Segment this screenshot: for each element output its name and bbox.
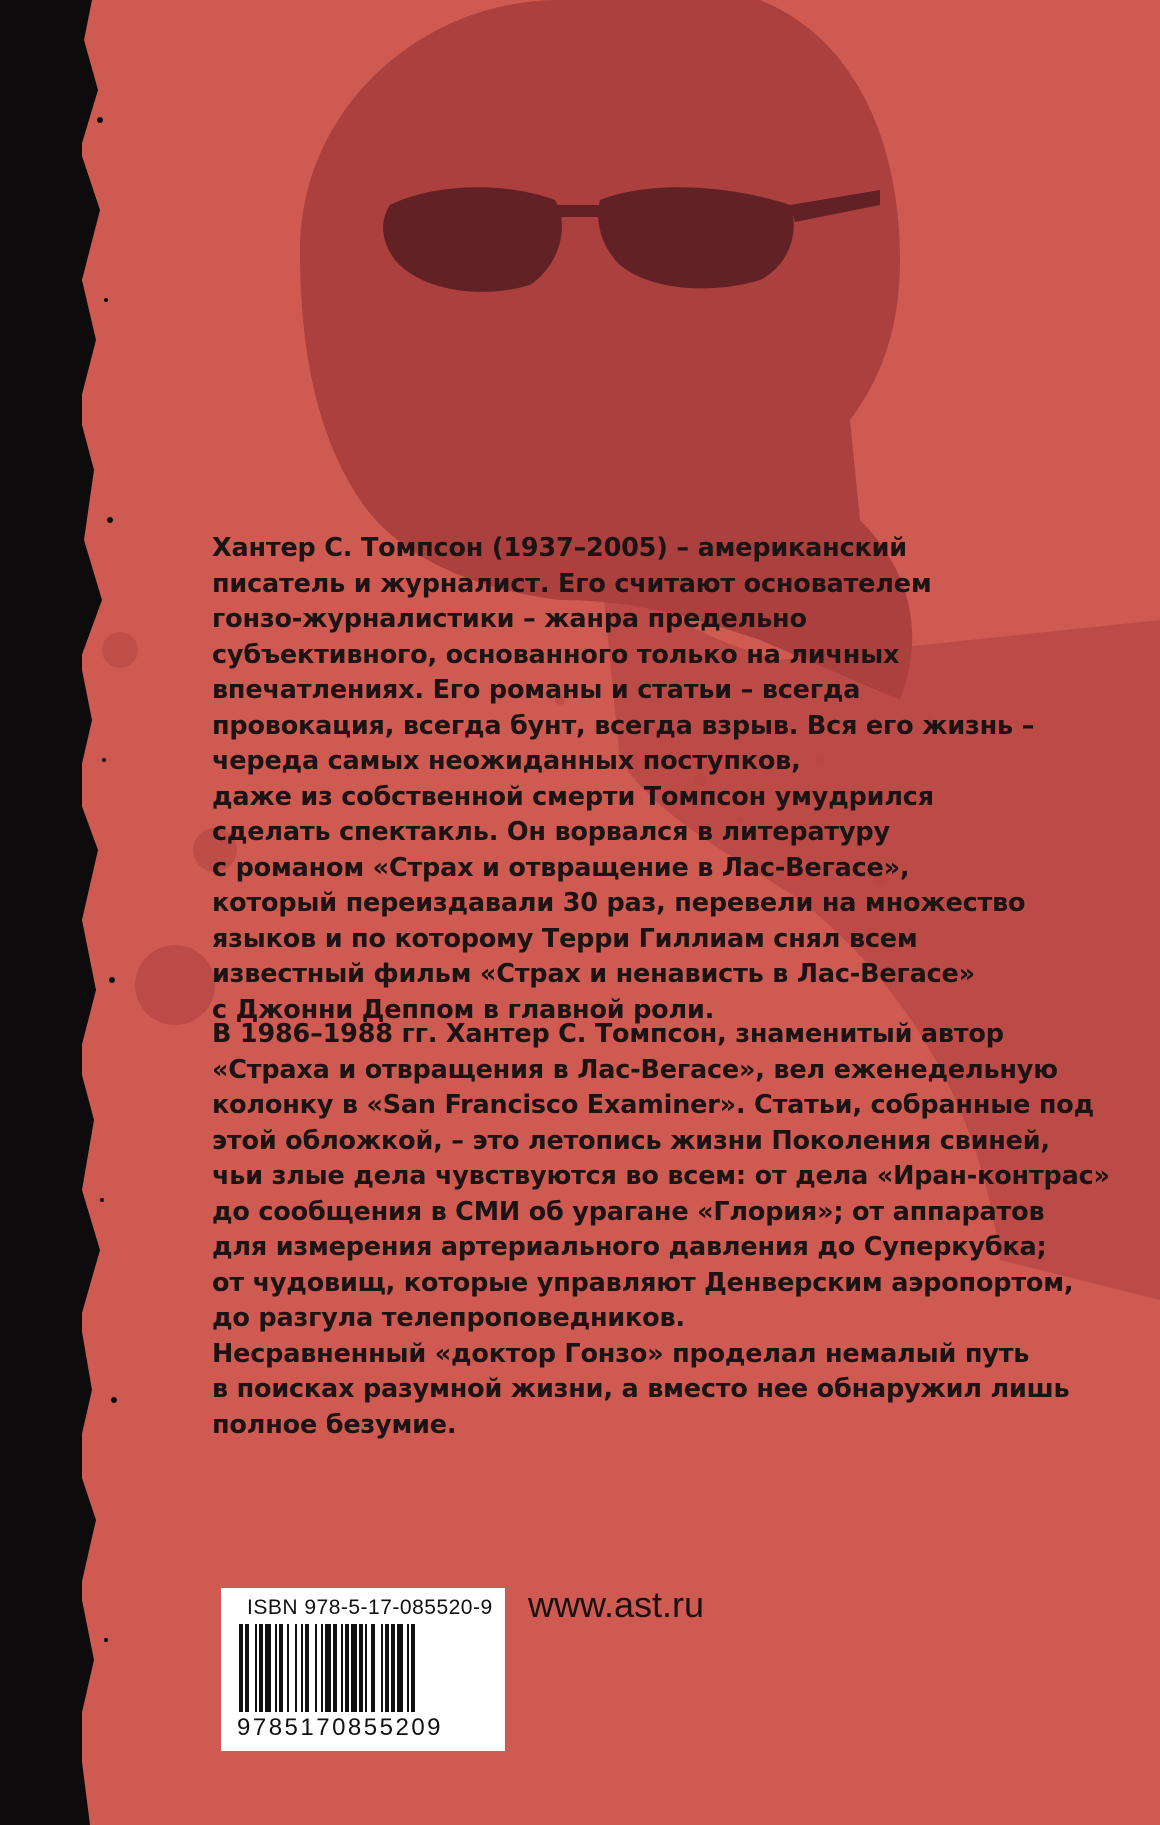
text-line: В 1986–1988 гг. Хантер С. Томпсон, знаменитый автор	[212, 1019, 1004, 1049]
isbn-barcode	[221, 1588, 505, 1751]
spine-grunge-texture	[70, 0, 140, 1825]
author-bio-paragraph	[212, 531, 1034, 1028]
text-line: этой обложкой, – это летопись жизни Поколения свиней,	[212, 1125, 1050, 1156]
text-line: чьи злые дела чувствуются во всем: от дела «Иран-контрас»	[212, 1161, 1110, 1191]
text-line: сделать спектакль. Он ворвался в литературу	[212, 817, 890, 847]
isbn-label: ISBN 978-5-17-085520-9	[247, 1596, 493, 1619]
publisher-website: www.ast.ru	[528, 1584, 705, 1625]
text-line: языков и по которому Терри Гиллиам снял всем	[212, 923, 918, 954]
text-line: который переиздавали 30 раз, перевели на множество	[212, 888, 1026, 918]
book-description-paragraph	[212, 1017, 1110, 1443]
text-line: Несравненный «доктор Гонзо» проделал немалый путь	[212, 1338, 1030, 1369]
text-line: до сообщения в СМИ об урагане «Глория»; от аппаратов	[212, 1196, 1045, 1227]
text-line: череда самых неожиданных поступков,	[212, 746, 801, 776]
text-line: колонку в «San Francisco Examiner». Статьи, собранные под	[212, 1090, 1094, 1120]
text-line: для измерения артериального давления до Суперкубка;	[212, 1232, 1047, 1262]
text-line: провокация, всегда бунт, всегда взрыв. Вся его жизнь –	[212, 710, 1035, 741]
text-line: известный фильм «Страх и ненависть в Лас-Вегасе»	[212, 959, 975, 989]
text-line: с романом «Страх и отвращение в Лас-Вегасе»,	[212, 852, 910, 883]
barcode-digits: 9785170855209	[237, 1714, 444, 1741]
text-line: субъективного, основанного только на личных	[212, 639, 900, 670]
text-line: полное безумие.	[212, 1409, 457, 1440]
text-line: даже из собственной смерти Томпсон умудрился	[212, 781, 934, 812]
text-line: до разгула телепроповедников.	[212, 1303, 685, 1333]
text-line: Хантер С. Томпсон (1937–2005) – американский	[212, 533, 907, 563]
text-line: с Джонни Деппом в главной роли.	[212, 994, 715, 1025]
text-line: «Страха и отвращения в Лас-Вегасе», вел еженедельную	[212, 1054, 1058, 1085]
text-line: впечатлениях. Его романы и статьи – всегда	[212, 675, 861, 705]
text-line: от чудовищ, которые управляют Денверским аэропортом,	[212, 1267, 1074, 1298]
barcode-bars	[237, 1624, 489, 1716]
text-line: в поисках разумной жизни, а вместо нее обнаружил лишь	[212, 1374, 1070, 1404]
text-line: писатель и журналист. Его считают основателем	[212, 568, 932, 599]
text-line: гонзо-журналистики – жанра предельно	[212, 604, 807, 634]
